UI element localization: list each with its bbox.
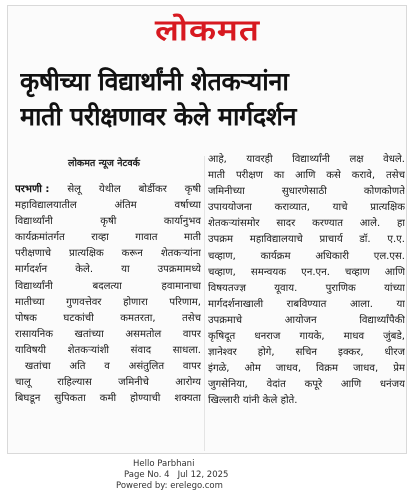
masthead — [8, 13, 408, 49]
right-line-10: मार्गदर्शनाखाली राबविण्यात आला. या — [208, 298, 405, 310]
right-line-4: उपाययोजना कराव्यात, याचे प्रात्यक्षिक — [208, 202, 405, 214]
left-line-3: विद्यार्थ्यांनी कृषी कार्यानुभव — [15, 216, 201, 228]
left-line-4: कार्यक्रमांतर्गत राव्हा गावात माती — [15, 232, 201, 244]
footer-edition: Hello Parbhani — [133, 459, 195, 469]
left-line-10: रासायनिक खतांच्या असमतोल वापर — [15, 328, 201, 340]
left-line-2: महाविद्यालयातील अंतिम वर्षाच्या — [15, 200, 201, 212]
right-line-3: जमिनीच्या सुधारणेसाठी कोणकोणते — [208, 186, 405, 198]
left-line-7: विद्यार्थ्यांनी बदलत्या हवामानाचा — [15, 280, 201, 292]
right-line-14: इंगळे, ओम जाधव, विक्रम जाधव, प्रेम — [208, 363, 405, 375]
left-line-8: मातीच्या गुणवत्तेवर होणारा परिणाम, — [15, 296, 201, 308]
left-line-11: याविषयी शेतकऱ्यांशी संवाद साधला. — [15, 344, 201, 356]
right-line-15: जुगसेनिया, वेदांत कपूरे आणि धनंजय — [208, 379, 405, 391]
left-line-13: चालू राहिल्यास जमिनीचे आरोग्य — [15, 377, 201, 389]
left-line-1: परभणी : सेलू येथील बोर्डीकर कृषी — [15, 182, 201, 198]
left-line-14: बिघडून सुपिकता कमी होण्याची शक्यता — [15, 393, 201, 405]
headline-line-1: कृषीच्या विद्यार्थांनी शेतकऱ्यांना — [20, 67, 289, 96]
footer-powered-by: Powered by: erelego.com — [116, 481, 223, 491]
article-right-column — [208, 152, 405, 410]
newspaper-clipping — [7, 5, 407, 454]
left-line-6: मार्गदर्शन केले. या उपक्रमामध्ये — [15, 264, 201, 276]
left-line-12: खतांचा अति व असंतुलित वापर — [25, 361, 201, 373]
right-line-2: माती परीक्षण का आणि कसे करावे, तसेच — [208, 170, 405, 182]
headline-line-2: माती परीक्षणावर केले मार्गदर्शन — [20, 102, 297, 131]
footer-page-date: Page No. 4 Jul 12, 2025 — [124, 470, 229, 480]
right-line-6: उपक्रम महाविद्यालयाचे प्राचार्य डॉ. ए.ए. — [208, 234, 405, 246]
right-line-7: चव्हाण, कार्यक्रम अधिकारी एल.एस. — [208, 250, 405, 262]
right-line-1: आहे, यावरही विद्यार्थ्यांनी लक्ष वेधले. — [208, 154, 405, 165]
byline: लोकमत न्यूज नेटवर्क — [68, 158, 140, 169]
right-line-9: विषयतज्ज्ञ यूवाय. पुराणिक यांच्या — [208, 282, 405, 294]
right-line-16: खिल्लारी यांनी केले होते. — [208, 395, 298, 407]
headline — [20, 64, 400, 134]
right-line-12: कृषिदूत धनराज गायके, माधव जुंबडे, — [208, 331, 405, 343]
right-line-8: चव्हाण, समन्वयक एन.एन. चव्हाण आणि — [208, 266, 405, 278]
article-left-column — [15, 182, 201, 407]
column-divider — [204, 156, 205, 451]
lokmat-logo: लोकमत — [155, 13, 261, 47]
left-line-9: पोषक घटकांची कमतरता, तसेच — [15, 312, 201, 324]
page-footer — [0, 459, 415, 492]
right-line-5: शेतकऱ्यांसमोर सादर करण्यात आले. हा — [208, 218, 405, 230]
right-line-11: उपक्रमाचे आयोजन विद्यार्थ्यांपैकी — [208, 314, 405, 326]
left-line-5: परीक्षणाचे प्रात्यक्षिक करून शेतकऱ्यांना — [15, 248, 201, 260]
right-line-13: ज्ञानेश्वर होगे, सचिन इक्कर, धीरज — [208, 347, 405, 359]
dateline: परभणी : — [15, 184, 50, 195]
